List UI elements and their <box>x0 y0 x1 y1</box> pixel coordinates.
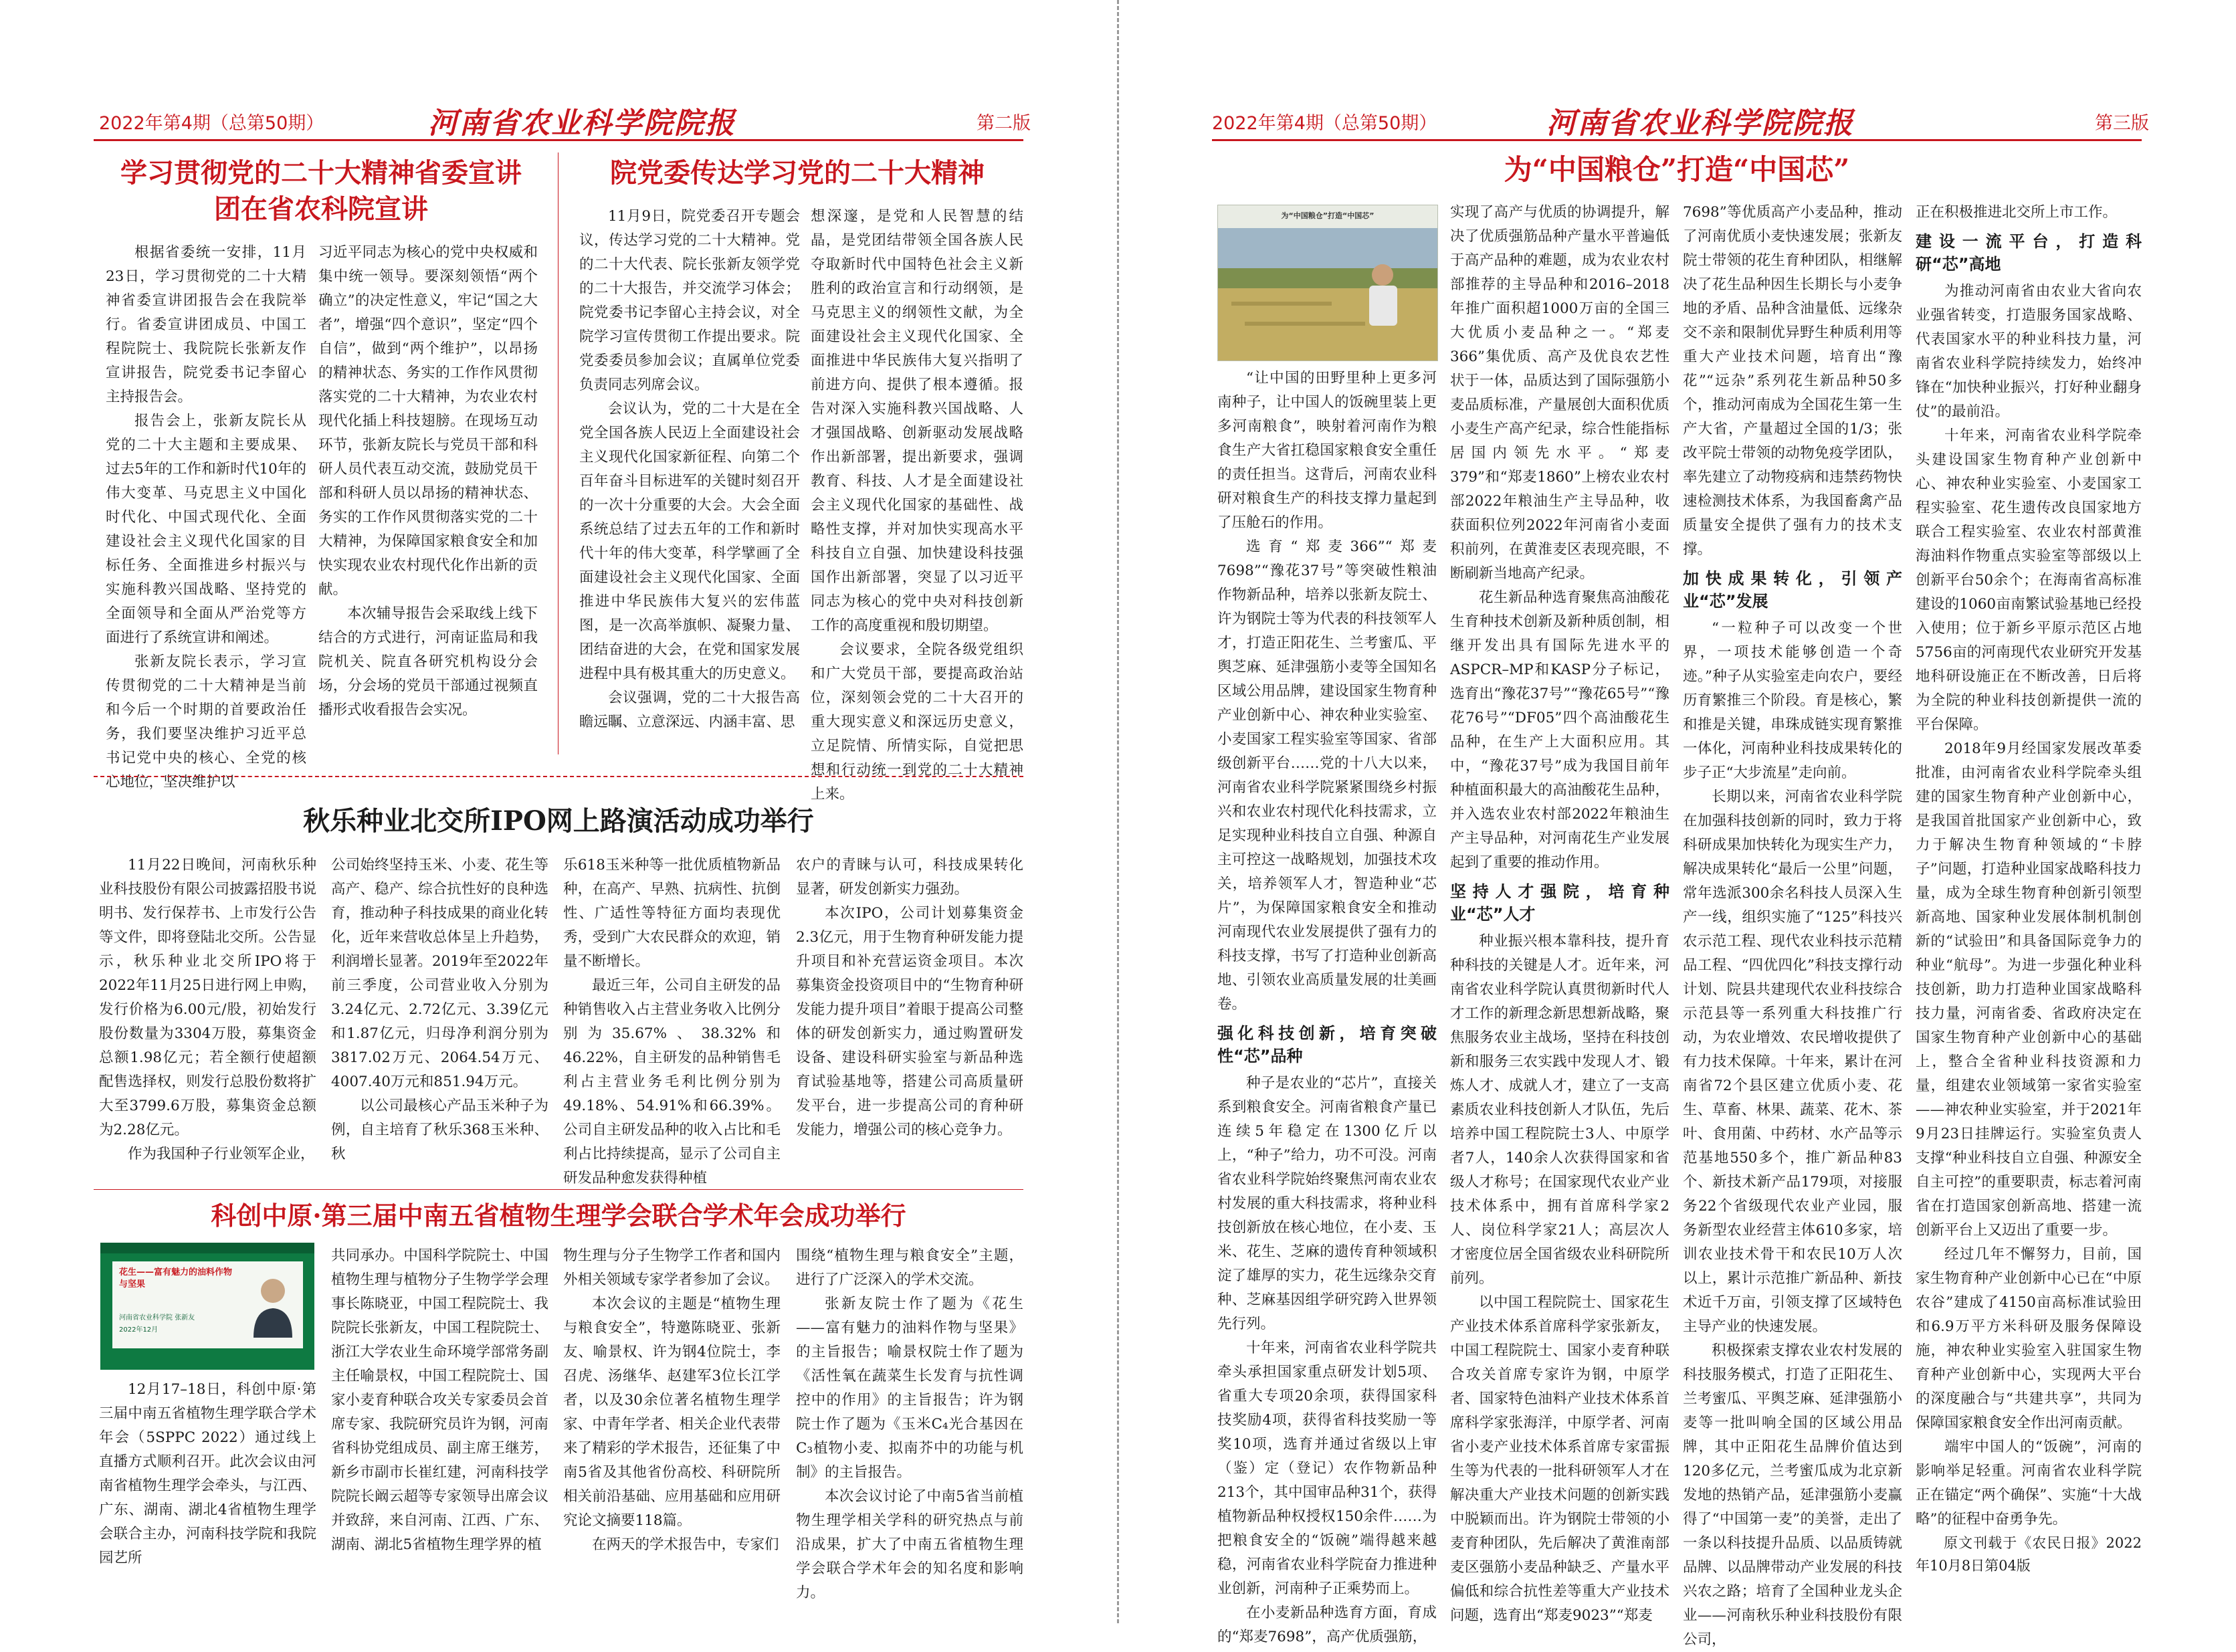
f-c4-p3: 十年来，河南省农业科学院牵头建设国家生物育种产业创新中心、神农种业实验室、小麦国家工程实验室、花生遗传改良国家地方联合工程实验室、农业农村部黄淮海油料作物重点实验室等部级以上创新平台50余个；在海南省高标准建设的1060亩南繁试验基地已经投入使用；位于新乡平原示范区占地5756亩的河南现代农业研究开发基地科研设施正在不断改善，日后将为全院的种业科技创新提供一流的平台保障。 <box>1916 427 2142 733</box>
f-c1-subhead: 强化科技创新，培育突破性“芯”品种 <box>1217 1024 1437 1065</box>
feature-col3 <box>1683 201 1902 1648</box>
f-c2-p4: 以中国工程院院士、国家花生产业技术体系首席科学家张新友，中国工程院院士、国家小麦育种联合攻关首席专家许为钢，中原学者、国家特色油料产业技术体系首席科学家张海洋，中原学者、河南省小麦产业技术体系首席专家雷振生等为代表的一批科研领军人才在解决重大产业技术问题的创新实践中脱颖而出。许为钢院士带领的小麦育种团队，先后解决了黄淮南部麦区强筋小麦品种缺乏、产量水平偏低和综合抗性差等重大产业技术问题，选育出“郑麦9023”“郑麦 <box>1450 1294 1669 1624</box>
a3-c3-p1: 乐618玉米种等一批优质植物新品种，在高产、早熟、抗病性、抗倒性、广适性等特征方面均表现优秀，受到广大农民群众的欢迎，销量不断增长。 <box>563 857 781 970</box>
conference-slide-image <box>100 1243 314 1370</box>
f-c2-subhead: 坚持人才强院，培育种业“芯”人才 <box>1450 882 1669 924</box>
a1-c1-p1: 根据省委统一安排，11月23日，学习贯彻党的二十大精神省委宣讲团报告会在我院举行。省委宣讲团成员、中国工程院院士、我院院长张新友作宣讲报告，院党委书记李留心主持报告会。 <box>106 244 306 405</box>
f-c1-p2: 选育“郑麦366”“郑麦7698”“豫花37号”等突破性粮油作物新品种，培养以张新友院士、许为钢院士等为代表的科技领军人才，打造正阳花生、兰考蜜瓜、平舆芝麻、延津强筋小麦等全国知名区域公用品牌，建设国家生物育种产业创新中心、神农种业实验室、小麦国家工程实验室等国家、省部级创新平台……党的十八大以来，河南省农业科学院紧紧围绕乡村振兴和农业农村现代化科技需求，立足实现种业科技自立自强、种源自主可控这一战略规划，加强技术攻关，培养领军人才，智造种业“芯片”，为保障国家粮食安全和推动河南现代农业发展提供了强有力的科技支撑，书写了打造种业创新高地、引领农业高质量发展的壮美画卷。 <box>1217 538 1437 1013</box>
slide-top-bar <box>100 1243 314 1253</box>
a3-col2 <box>331 853 548 1181</box>
feature-title: 为“中国粮仓”打造“中国芯” <box>1504 153 1850 186</box>
slide-panel <box>112 1261 303 1348</box>
a2-c1-p2: 会议认为，党的二十大是在全党全国各族人民迈上全面建设社会主义现代化国家新征程、向第二个百年奋斗目标进军的关键时刻召开的一次十分重要的大会。大会全面系统总结了过去五年的工作和新时代十年的伟大变革，科学擘画了全面建设社会主义现代化国家、全面推进中华民族伟大复兴的宏伟蓝图，是一次高举旗帜、凝聚力量、团结奋进的大会，在党和国家发展进程中具有极其重大的历史意义。 <box>579 401 800 682</box>
a4-c1-p1: 12月17–18日，科创中原·第三届中南五省植物生理学联合学术年会（5SPPC 2022）通过线上直播方式顺利召开。此次会议由河南省植物生理学会牵头，与江西、广东、湖南、湖北4省植物生理学会联合主办，河南科技学院和我院园艺所 <box>99 1381 316 1566</box>
a3-c4-p1: 农户的青睐与认可，科技成果转化显著，研发创新实力强劲。 <box>796 857 1023 898</box>
header-rule <box>94 139 1023 141</box>
a1-c2-p2: 本次辅导报告会采取线上线下结合的方式进行，河南证监局和我院机关、院直各研究机构设分会场，分会场的党员干部通过视频直播形式收看报告会实况。 <box>318 605 538 718</box>
feature-col1 <box>1217 367 1437 1645</box>
a1-c2-p1: 习近平同志为核心的党中央权威和集中统一领导。要深刻领悟“两个确立”的决定性意义，牢记“国之大者”，增强“四个意识”，坚定“四个自信”，做到“两个维护”，以昂扬的精神状态、务实的工作作风贯彻落实党的二十大精神，为农业农村现代化插上科技翅膀。在现场互动环节，张新友院长与党员干部和科研人员代表互动交流，鼓励党员干部和科研人员以昂扬的精神状态、务实的工作作风贯彻落实党的二十大精神，为保障国家粮食安全和加快实现农业农村现代化作出新的贡献。 <box>318 244 538 598</box>
slide-title: 花生——富有魅力的油料作物与坚果 <box>119 1267 233 1289</box>
f-c3-p3: 长期以来，河南省农业科学院在加强科技创新的同时，致力于将科研成果加快转化为现实生产力，解决成果转化“最后一公里”问题，常年选派300余名科技人员深入生产一线，组织实施了“125”科技兴农示范工程、现代农业科技示范精品工程、“四优四化”科技支撑行动计划、院县共建现代农业科技综合示范县等一系列重大科技推广行动，为农业增效、农民增收提供了有力技术保障。十年来，累计在河南省72个县区建立优质小麦、花生、草畜、林果、蔬菜、花木、茶叶、食用菌、中药材、水产品等示范基地550多个，推广新品种83个、新技术新产品179项，对接服务22个省级现代农业产业园，服务新型农业经营主体610多家，培训农业技术骨干和农民10万人次以上，累计示范推广新品种、新技术近千万亩，引领支撑了区域特色主导产业的快速发展。 <box>1683 789 1902 1335</box>
speaker-avatar <box>249 1271 296 1338</box>
a1-c1-p2: 报告会上，张新友院长从党的二十大主题和主要成果、过去5年的工作和新时代10年的伟大变革、马克思主义中国化时代化、中国式现代化、全面建设社会主义现代化国家的目标任务、全面推进乡村振兴与实施科教兴国战略、坚持党的全面领导和全面从严治党等方面进行了系统宣讲和阐述。 <box>106 413 306 646</box>
f-c1-p5: 在小麦新品种选育方面，育成的“郑麦7698”，高产优质强筋， <box>1217 1605 1437 1645</box>
f-c2-p3: 种业振兴根本靠科技，提升育种科技的关键是人才。近年来，河南省农业科学院认真贯彻新时代人才工作的新理念新思想新战略，聚焦服务农业主战场，坚持在科技创新和服务三农实践中发现人才、锻炼人才、成就人才，建立了一支高素质农业科技创新人才队伍，先后培养中国工程院院士3人、中原学者7人，140余人次获得国家和省级人才称号；在国家现代农业产业技术体系中，拥有首席科学家2人、岗位科学家21人；高层次人才密度位居全国省级农业科研院所前列。 <box>1450 933 1669 1287</box>
a3-col1 <box>99 853 316 1181</box>
a4-col1 <box>99 1378 316 1598</box>
masthead: 河南省农业科学院院报 <box>428 106 736 140</box>
section-rule <box>94 1189 1023 1190</box>
a4-col4 <box>796 1244 1023 1601</box>
a2-col1 <box>579 205 800 756</box>
a3-c2-p2: 以公司最核心产品玉米种子为例，自主培育了秋乐368玉米种、秋 <box>331 1098 548 1162</box>
issue-number: 2022年第4期（总第50期） <box>1212 113 1437 134</box>
a3-c4-p2: 本次IPO，公司计划募集资金2.3亿元，用于生物育种研发能力提升项目和补充营运资金项目。本次募集资金投资项目中的“生物育种研发能力提升项目”着眼于提高公司整体的研发创新实力，通过购置研发设备、建设科研实验室与新品种选育试验基地等，搭建公司高质量研发平台，进一步提高公司的育种研发能力，增强公司的核心竞争力。 <box>796 905 1023 1138</box>
a2-c2-p2: 会议要求，全院各级党组织和广大党员干部，要提高政治站位，深刻领会党的二十大召开的重大现实意义和深远历史意义，立足院情、所情实际，自觉把思想和行动统一到党的二十大精神上来。 <box>811 641 1023 803</box>
page-label: 第二版 <box>977 113 1031 134</box>
a4-title: 科创中原·第三届中南五省植物生理学会联合学术年会成功举行 <box>211 1201 906 1231</box>
a1-col2 <box>318 241 538 756</box>
f-c3-subhead: 加快成果转化，引领产业“芯”发展 <box>1683 569 1902 611</box>
f-c2-p2: 花生新品种选育聚焦高油酸花生育种技术创新及新种质创制，相继开发出具有国际先进水平的ASPCR–MP和KASP分子标记，选育出“豫花37号”“豫花65号”“豫花76号”“DF05”四个高油酸花生品种，在生产上大面积应用。其中，“豫花37号”成为我国目前年种植面积最大的高油酸花生品种，并入选农业农村部2022年粮油生产主导品种，对河南花生产业发展起到了重要的推动作用。 <box>1450 589 1669 871</box>
f-c1-p3: 种子是农业的“芯片”，直接关系到粮食安全。河南省粮食产量已连续5年稳定在1300亿斤以上，“种子”给力，功不可没。河南省农业科学院始终聚焦河南农业农村发展的重大科技需求，将种业科技创新放在核心地位，在小麦、玉米、花生、芝麻的遗传育种领域积淀了雄厚的实力，花生远缘杂交育种、芝麻基因组学研究跨入世界领先行列。 <box>1217 1075 1437 1332</box>
a1-title <box>94 155 548 227</box>
a4-c3-p2: 本次会议的主题是“植物生理与粮食安全”，特邀陈晓亚、张新友、喻景权、许为钢4位院士，李召虎、汤继华、赵建军3位长江学者，以及30余位著名植物生理学家、中青年学者、相关企业代表带来了精彩的学术报告，还征集了中南5省及其他省份高校、科研院所相关前沿基础、应用基础和应用研究论文摘要118篇。 <box>563 1296 781 1529</box>
a1-col1 <box>106 241 306 791</box>
right-page <box>1118 0 2236 1648</box>
left-page <box>0 0 1118 1623</box>
f-c2-p1: 实现了高产与优质的协调提升，解决了优质强筋品种产量水平普遍低于高产品种的难题，成为农业农村部推荐的主导品种和2016–2018年推广面积超1000万亩的全国三大优质小麦品种之一。“郑麦366”集优质、高产及优良农艺性状于一体，品质达到了国际强筋小麦品质标准，产量展创大面积优质小麦生产高产纪录，综合性能指标居国内领先水平。“郑麦379”和“郑麦1860”上榜农业农村部2022年粮油生产主导品种，收获面积位列2022年河南省小麦面积前列，在黄淮麦区表现亮眼，不断刷新当地高产纪录。 <box>1450 204 1669 582</box>
a4-c2-p1: 共同承办。中国科学院院士、中国植物生理与植物分子生物学学会理事长陈晓亚，中国工程院院士、我院院长张新友，中国工程院院士、浙江大学农业生命环境学部常务副主任喻景权，中国工程院院士、国家小麦育种联合攻关专家委员会首席专家、我院研究员许为钢，河南省科协党组成员、副主席王继芳，新乡市副市长崔红建，河南科技学院院长阚云超等专家领导出席会议并致辞，来自河南、江西、广东、湖南、湖北5省植物生理学界的植 <box>331 1247 548 1553</box>
f-c4-p1: 正在积极推进北交所上市工作。 <box>1916 204 2118 221</box>
f-c4-p4: 2018年9月经国家发展改革委批准，由河南省农业科学院牵头组建的国家生物育种产业创新中心，是我国首批国家产业创新中心，致力于解决生物育种领域的“卡脖子”问题，打造种业国家战略科技力量，成为全球生物育种创新引领型新高地、国家种业发展体制机制创新的“试验田”和具备国际竞争力的种业“航母”。为进一步强化种业科技创新，助力打造种业国家战略科技力量，河南省委、省政府决定在国家生物育种产业创新中心的基础上，整合全省种业科技资源和力量，组建农业领域第一家省实验室——神农种业实验室，并于2021年9月23日挂牌运行。实验室负责人支撑“种业科技自立自强、种源安全自主可控”的重要职责，标志着河南省在打造国家创新高地、搭建一流创新平台上又迈出了重要一步。 <box>1916 740 2142 1239</box>
page-label: 第三版 <box>2095 113 2149 134</box>
a1-title-line1: 学习贯彻党的二十大精神省委宣讲 <box>120 157 522 189</box>
slide-date: 2022年12月 <box>119 1326 159 1334</box>
a2-c1-p1: 11月9日，院党委召开专题会议，传达学习党的二十大精神。党的二十大代表、院长张新友领学党的二十大报告，并交流学习体会；院党委书记李留心主持会议，对全院学习宣传贯彻工作提出要求。院党委委员参加会议；直属单位党委负责同志列席会议。 <box>579 208 800 393</box>
source-credit: 原文刊载于《农民日报》2022年10月8日第04版 <box>1916 1535 2142 1574</box>
f-c4-p6: 端牢中国人的“饭碗”，河南的影响举足轻重。河南省农业科学院正在锚定“两个确保”、实施“十大战略”的征程中奋勇争先。 <box>1916 1439 2142 1528</box>
a3-c3-p2: 最近三年，公司自主研发的品种销售收入占主营业务收入比例分别为35.67%、38.32%和46.22%，自主研发的品种销售毛利占主营业务毛利比例分别为49.18%、54.91%和66.39%。公司自主研发品种的收入占比和毛利占比持续提高，显示了公司自主研发品种愈发获得种植 <box>563 977 781 1186</box>
a4-c4-p1: 围绕“植物生理与粮食安全”主题，进行了广泛深入的学术交流。 <box>796 1247 1023 1288</box>
news-clipping-photo <box>1217 205 1438 361</box>
slide-subtitle: 河南省农业科学院 张新友 <box>119 1314 195 1322</box>
a1-c1-p3: 张新友院长表示，学习宣传贯彻党的二十大精神是当前和今后一个时期的首要政治任务，我们要坚决维护习近平总书记党中央的核心、全党的核心地位，坚决维护以 <box>106 653 306 791</box>
feature-col4 <box>1916 201 2142 1600</box>
section-separator <box>94 776 1023 777</box>
f-c4-subhead: 建设一流平台，打造科研“芯”高地 <box>1916 232 2142 274</box>
f-c4-p5: 经过几年不懈努力，目前，国家生物育种产业创新中心已在“中原农谷”建成了4150亩高标准试验田和6.9万平方米科研及服务保障设施，神农种业实验室入驻国家生物育种产业创新中心，实现两大平台的深度融合与“共建共享”，共同为保障国家粮食安全作出河南贡献。 <box>1916 1246 2142 1431</box>
f-c3-p1: 7698”等优质高产小麦品种，推动了河南优质小麦快速发展；张新友院士带领的花生育种团队，相继解决了花生品种因生长期长与小麦争地的矛盾、品种含油量低、远缘杂交不亲和限制优异野生种质利用等重大产业技术问题，培育出“豫花”“远杂”系列花生新品种50多个，推动河南成为全国花生第一生产大省，产量超过全国的1/3；张改平院士带领的动物免疫学团队，率先建立了动物疫病和违禁药物快速检测技术体系，为我国畜禽产品质量安全提供了强有力的技术支撑。 <box>1683 204 1902 558</box>
a2-title: 院党委传达学习党的二十大精神 <box>610 157 985 189</box>
a2-col2 <box>811 205 1023 803</box>
a4-col2 <box>331 1244 548 1598</box>
header-rule <box>1212 139 2142 141</box>
a4-c3-p1: 物生理与分子生物学工作者和国内外相关领域专家学者参加了会议。 <box>563 1247 781 1288</box>
a3-col3 <box>563 853 781 1186</box>
a3-c1-p1: 11月22日晚间，河南秋乐种业科技股份有限公司披露招股书说明书、发行保荐书、上市发行公告等文件，即将登陆北交所。公告显示，秋乐种业北交所IPO将于2022年11月25日进行网上申购，发行价格为6.00元/股，初始发行股份数量为3304万股，募集资金总额1.98亿元；若全额行使超额配售选择权，则发行总股份数将扩大至3799.6万股，募集资金总额为2.28亿元。 <box>99 857 316 1138</box>
clipping-headline: 为“中国粮仓”打造“中国芯” <box>1281 211 1375 220</box>
a4-c4-p2: 张新友院士作了题为《花生——富有魅力的油料作物与坚果》的主旨报告；喻景权院士作了题为《活性氧在蔬菜生长发育与抗性调控中的作用》的主旨报告；许为钢院士作了题为《玉米C₄光合基因在C₃植物小麦、拟南芥中的功能与机制》的主旨报告。 <box>796 1296 1023 1481</box>
wheat-field-image <box>1218 228 1437 360</box>
issue-number: 2022年第4期（总第50期） <box>99 113 324 134</box>
f-c4-p2: 为推动河南省由农业大省向农业强省转变，打造服务国家战略、代表国家水平的种业科技力量，河南省农业科学院持续发力，始终冲锋在“加快种业振兴，打好种业翻身仗”的最前沿。 <box>1916 283 2142 420</box>
a3-col4 <box>796 853 1023 1181</box>
f-c1-p4: 十年来，河南省农业科学院共牵头承担国家重点研发计划5项、省重大专项20余项，获得国家科技奖励4项，获得省科技奖励一等奖10项，选育并通过省级以上审（鉴）定（登记）农作物新品种213个，其中国审品种31个，获得植物新品种权授权150余件……为把粮食安全的“饭碗”端得越来越稳，河南省农业科学院奋力推进种业创新，河南种子正乘势而上。 <box>1217 1340 1437 1597</box>
a3-title: 秋乐种业北交所IPO网上路演活动成功举行 <box>303 805 814 837</box>
a3-c1-p2: 作为我国种子行业领军企业， <box>128 1146 315 1162</box>
f-c3-p2: “一粒种子可以改变一个世界，一项技术能够创造一个奇迹。”种子从实验室走向农户，要经历育繁推三个阶段。育是核心，繁和推是关键，串珠成链实现育繁推一体化，河南种业科技成果转化的步子正“大步流星”走向前。 <box>1683 620 1902 781</box>
masthead: 河南省农业科学院院报 <box>1546 106 1854 140</box>
a2-c2-p3: 会议强调，党的二十大报告高瞻远瞩、立意深远、内涵丰富、思 <box>579 690 800 730</box>
a4-c4-p3: 本次会议讨论了中南5省当前植物生理学相关学科的研究热点与前沿成果，扩大了中南五省植物生理学会联合学术年会的知名度和影响力。 <box>796 1488 1023 1601</box>
f-c3-p4: 积极探索支撑农业农村发展的科技服务模式，打造了正阳花生、兰考蜜瓜、平舆芝麻、延津强筋小麦等一批叫响全国的区域公用品牌，其中正阳花生品牌价值达到120多亿元，兰考蜜瓜成为北京新发地的热销产品，延津强筋小麦赢得了“中国第一麦”的美誉，走出了一条以科技提升品质、以品质铸就品牌、以品牌带动产业发展的科技兴农之路；培育了全国种业龙头企业——河南秋乐种业科技股份有限公司， <box>1683 1342 1902 1648</box>
a3-c2-p1: 公司始终坚持玉米、小麦、花生等高产、稳产、综合抗性好的良种选育，推动种子科技成果的商业化转化，近年来营收总体呈上升趋势，利润增长显著。2019年至2022年前三季度，公司营业收入分别为3.24亿元、2.72亿元、3.39亿元和1.87亿元，归母净利润分别为3817.02万元、2064.54万元、4007.40万元和851.94万元。 <box>331 857 548 1090</box>
feature-col2 <box>1450 201 1669 1624</box>
a4-c3-p3: 在两天的学术报告中，专家们 <box>592 1536 779 1553</box>
a2-c2-p1: 想深邃，是党和人民智慧的结晶，是党团结带领全国各族人民夺取新时代中国特色社会主义新胜利的政治宣言和行动纲领，是马克思主义的纲领性文献，为全面建设社会主义现代化国家、全面推进中华民族伟大复兴指明了前进方向、提供了根本遵循。报告对深入实施科教兴国战略、人才强国战略、创新驱动发展战略作出新部署，提出新要求，强调教育、科技、人才是全面建设社会主义现代化国家的基础性、战略性支撑，并对加快实现高水平科技自立自强、加快建设科技强国作出新部署，突显了以习近平同志为核心的党中央对科技创新工作的高度重视和殷切期望。 <box>811 208 1023 634</box>
f-c1-p1: “让中国的田野里种上更多河南种子，让中国人的饭碗里装上更多河南粮食”，映射着河南作为粮食生产大省扛稳国家粮食安全重任的责任担当。这背后，河南农业科研对粮食生产的科技支撑力量起到了压舱石的作用。 <box>1217 370 1437 531</box>
a4-col3 <box>563 1244 781 1598</box>
a1-title-line2: 团在省农科院宣讲 <box>214 193 428 225</box>
